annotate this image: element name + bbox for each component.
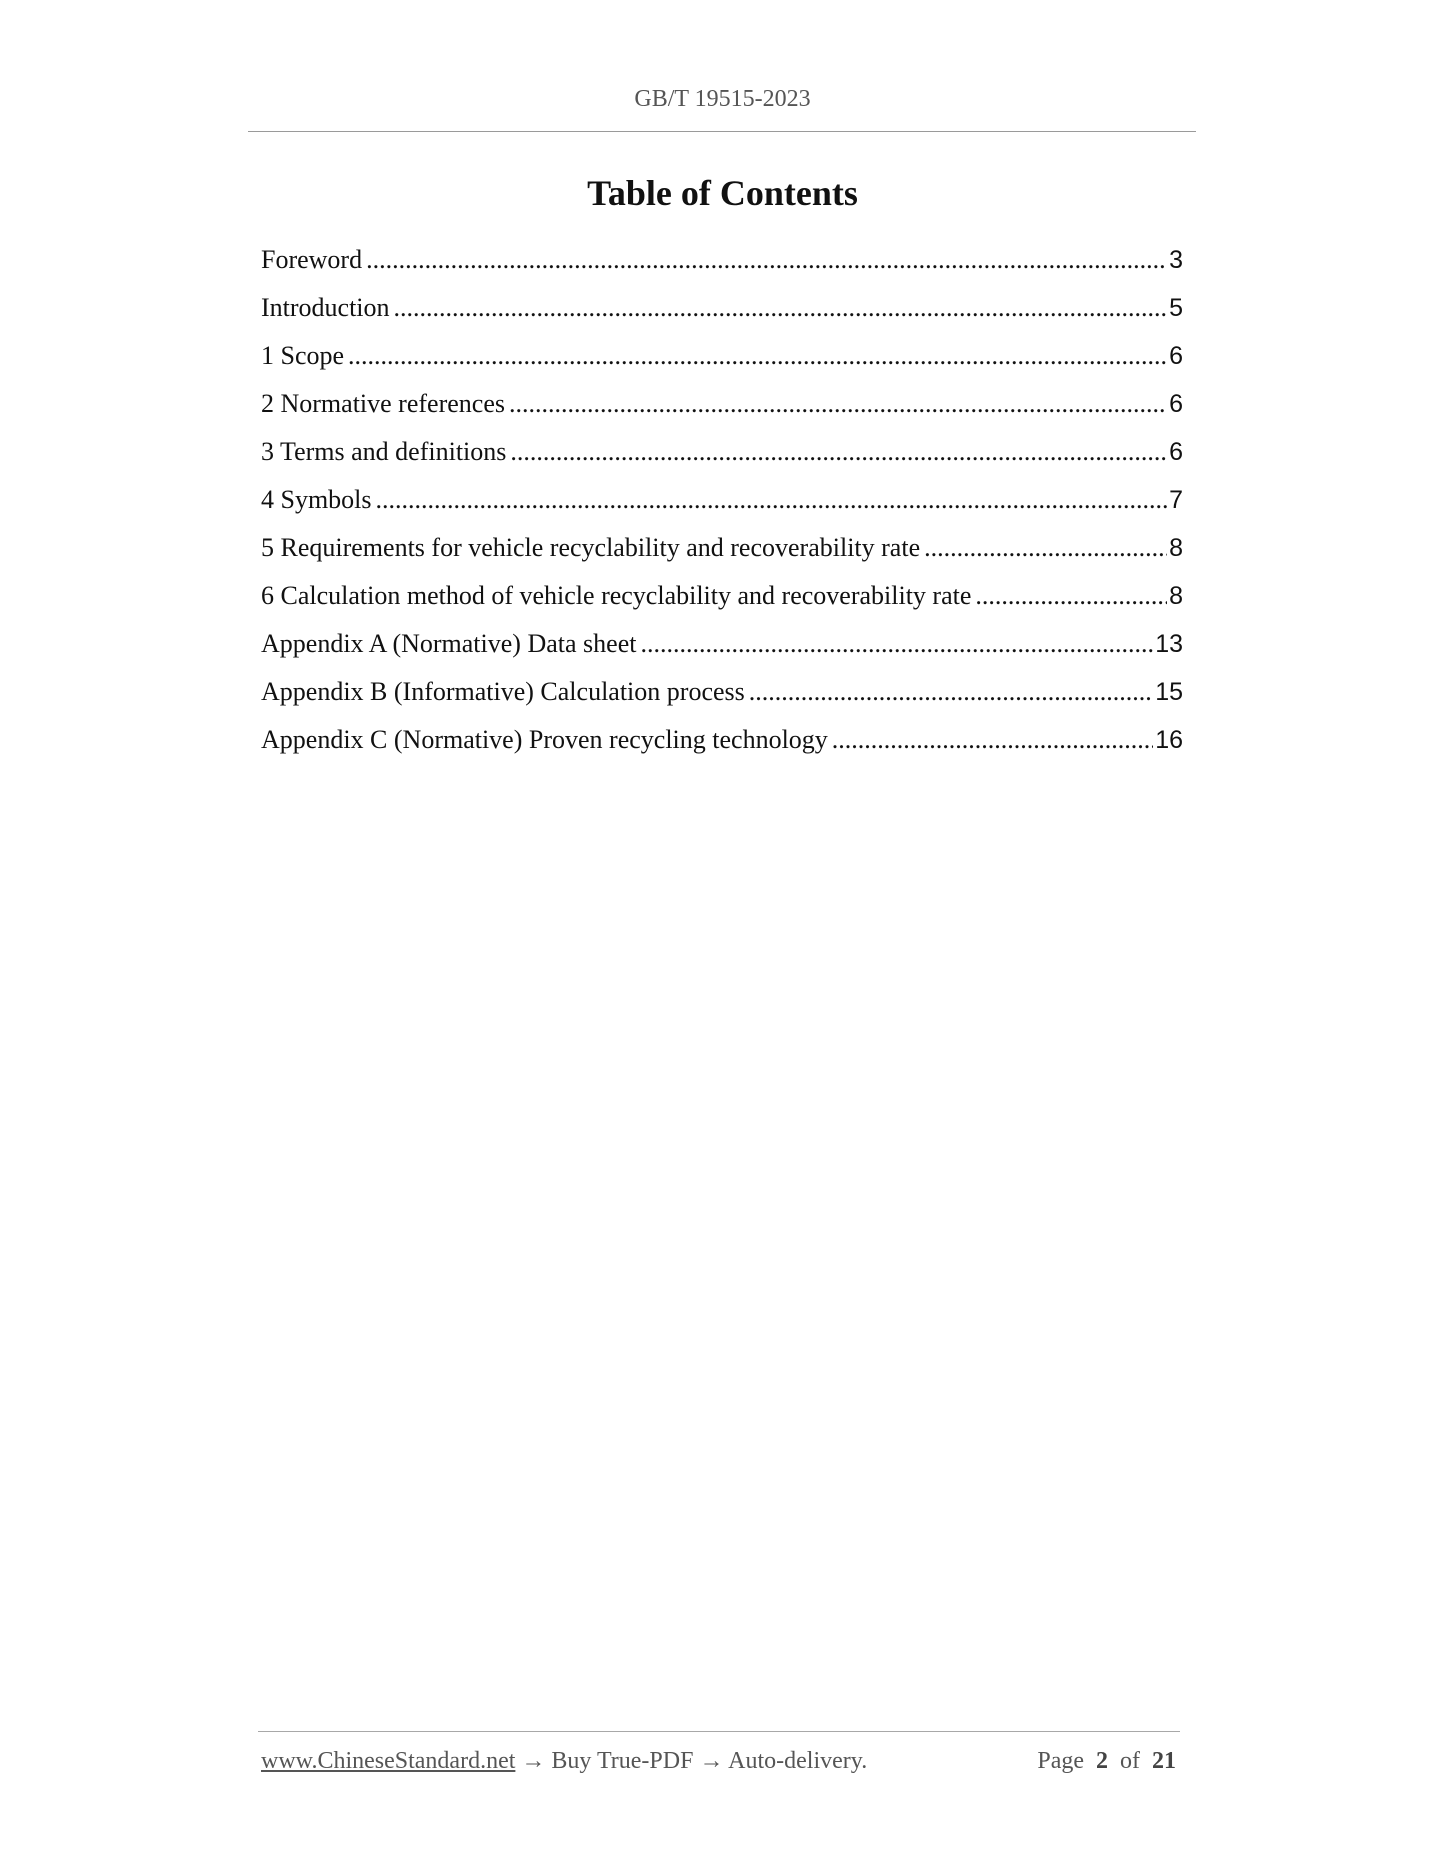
arrow-right-icon: → [521,1748,546,1774]
page-word: Page [1037,1748,1084,1774]
toc-entry-label: 3 Terms and definitions [261,437,507,466]
toc-entry-page: 8 [1169,534,1183,562]
toc-leader-dots [376,480,1168,520]
toc-entry-foreword[interactable] [261,240,1183,288]
toc-leader-dots [975,576,1167,616]
toc-leader-dots [509,384,1167,424]
toc-entry-label: Appendix C (Normative) Proven recycling technology [261,725,828,754]
page-title: Table of Contents [587,173,858,213]
toc-entry-terms-definitions[interactable] [261,432,1183,480]
toc-leader-dots [749,672,1153,712]
toc-entry-normative-references[interactable] [261,384,1183,432]
toc-entry-requirements[interactable] [261,528,1183,576]
buy-true-pdf-text: Buy True-PDF [551,1748,694,1774]
toc-entry-label: Introduction [261,293,390,322]
toc-leader-dots [348,336,1167,376]
toc-entry-page: 5 [1169,294,1183,322]
toc-entry-label: 1 Scope [261,341,345,370]
toc-entry-label: 4 Symbols [261,485,372,514]
toc-entry-page: 15 [1155,678,1183,706]
footer-divider [258,1731,1180,1732]
toc-entry-page: 6 [1169,438,1183,466]
toc-entry-label: Foreword [261,245,363,274]
toc-leader-dots [640,624,1153,664]
toc-entry-scope[interactable] [261,336,1183,384]
toc-entry-symbols[interactable] [261,480,1183,528]
toc-entry-introduction[interactable] [261,288,1183,336]
toc-entry-label: 6 Calculation method of vehicle recyclability and recoverability rate [261,581,972,610]
toc-entry-page: 3 [1169,246,1183,274]
total-page-count: 21 [1152,1748,1176,1774]
toc-entry-page: 16 [1155,726,1183,754]
toc-entry-appendix-c[interactable] [261,720,1183,768]
toc-entry-calculation-method[interactable] [261,576,1183,624]
toc-leader-dots [366,240,1167,280]
toc-leader-dots [832,720,1153,760]
auto-delivery-text: Auto-delivery. [728,1748,868,1774]
toc-entry-page: 7 [1169,486,1183,514]
toc-entry-page: 6 [1169,342,1183,370]
toc-entry-label: 5 Requirements for vehicle recyclability and recoverability rate [261,533,921,562]
toc-leader-dots [924,528,1167,568]
running-header: GB/T 19515-2023 [634,86,811,112]
page-footer [261,1748,1183,1775]
footer-promo [261,1748,867,1775]
toc-entry-label: Appendix B (Informative) Calculation process [261,677,745,706]
toc-entry-appendix-b[interactable] [261,672,1183,720]
website-link[interactable]: www.ChineseStandard.net [261,1748,516,1774]
of-word: of [1120,1748,1140,1774]
header-divider [248,131,1196,132]
table-of-contents [261,240,1183,768]
toc-entry-page: 6 [1169,390,1183,418]
toc-entry-page: 8 [1169,582,1183,610]
toc-leader-dots [510,432,1167,472]
toc-entry-label: Appendix A (Normative) Data sheet [261,629,637,658]
current-page-number: 2 [1096,1748,1108,1774]
toc-leader-dots [394,288,1168,328]
toc-entry-page: 13 [1155,630,1183,658]
arrow-right-icon: → [699,1748,724,1774]
toc-entry-appendix-a[interactable] [261,624,1183,672]
page-number [1037,1748,1176,1775]
toc-entry-label: 2 Normative references [261,389,505,418]
